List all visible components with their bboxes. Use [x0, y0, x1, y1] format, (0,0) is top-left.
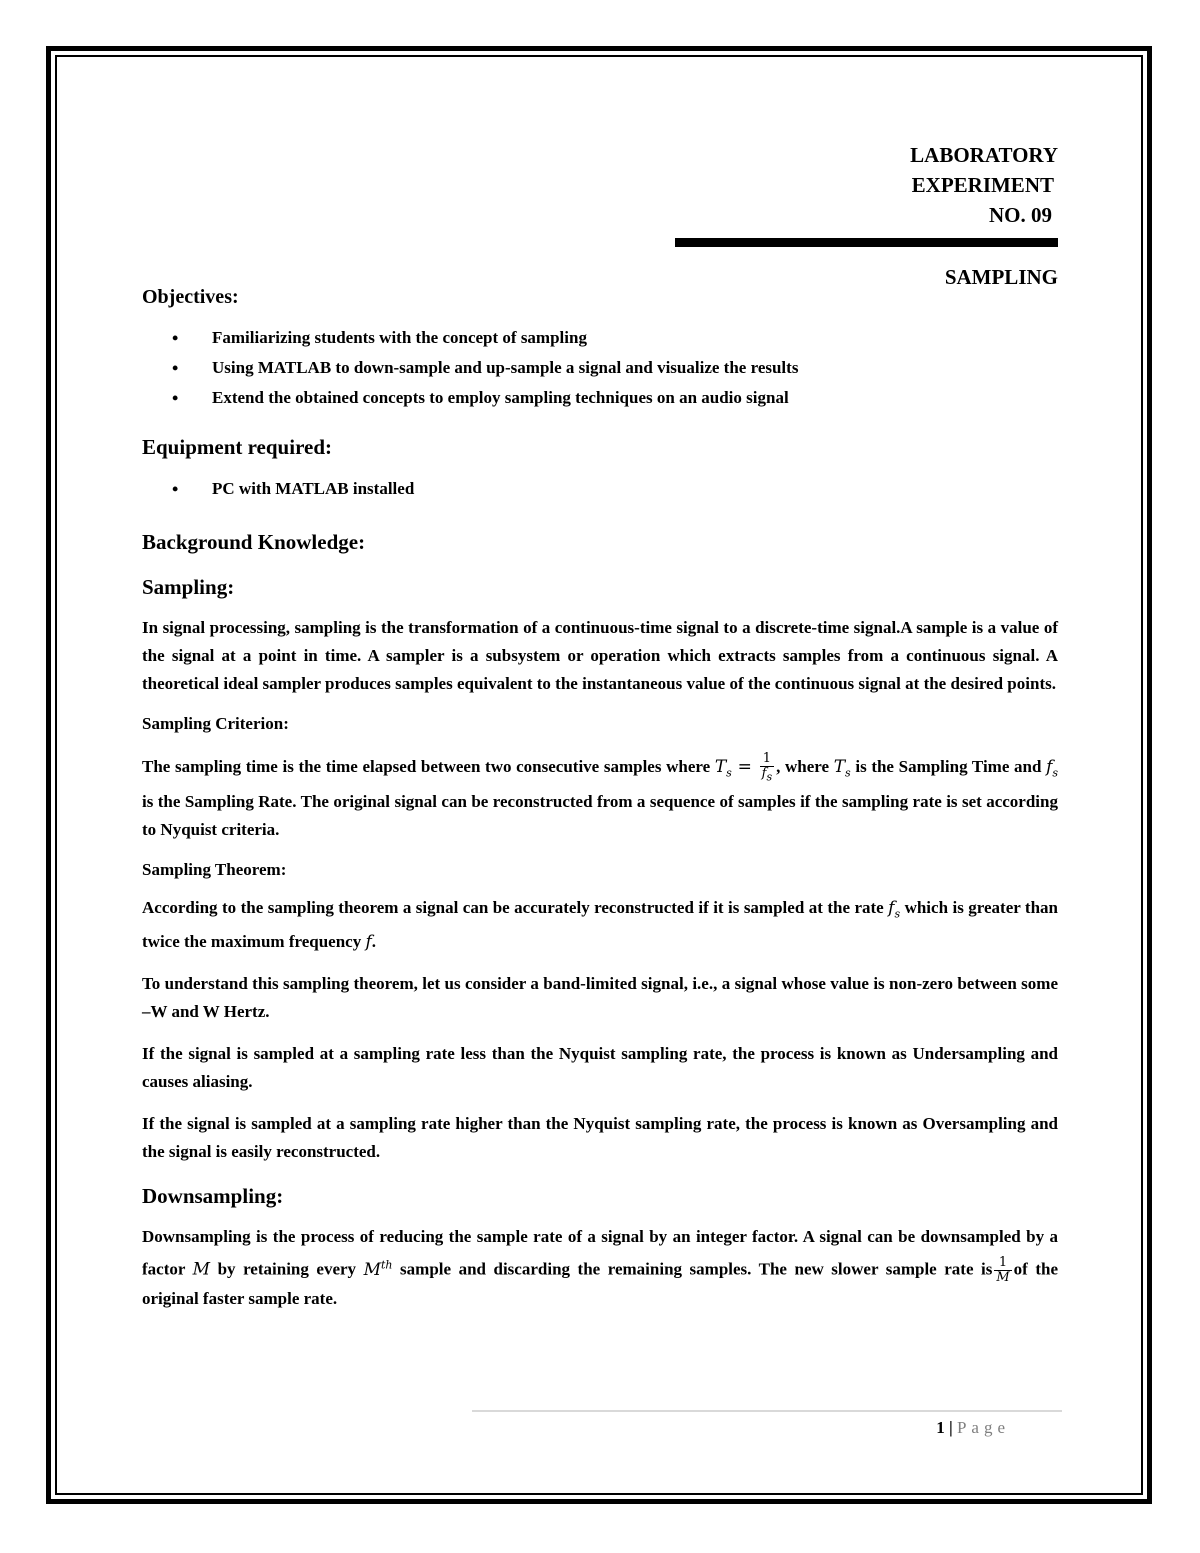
- page-number: 1: [936, 1418, 945, 1437]
- ts-formula: $T_s$ =: [714, 757, 758, 780]
- page-label: Page: [956, 1418, 1010, 1437]
- theorem-paragraph-1: According to the sampling theorem a signal can be accurately reconstructed if it is sampled at the rate $f_s$ which is greater than twice the maximum frequency f.: [142, 897, 1059, 952]
- header-line-2: EXPERIMENT: [911, 173, 1054, 197]
- equipment-item: • PC with MATLAB installed: [142, 474, 1058, 504]
- theorem-text-1a: According to the sampling theorem a signal can be accurately reconstructed if it is sampled at the rate: [142, 897, 884, 917]
- criterion-heading: Sampling Criterion:: [142, 714, 289, 733]
- theorem-paragraph-3: If the signal is sampled at a sampling rate less than the Nyquist sampling rate, the process is known as Undersampling and causes aliasing.: [142, 1043, 1058, 1091]
- page-footer: [936, 1418, 1010, 1438]
- fraction-one-over-fs: $\frac{1}{f_s}$: [761, 751, 773, 784]
- header-line-3: NO. 09: [989, 203, 1052, 227]
- objectives-list: [142, 323, 1058, 413]
- downsampling-heading: Downsampling:: [142, 1183, 284, 1208]
- objective-item: • Using MATLAB to down-sample and up-sample a signal and visualize the results: [142, 353, 1058, 383]
- lab-header: [142, 140, 1058, 230]
- criterion-text-4: is the Sampling Rate. The original signal can be reconstructed from a sequence of samples if the sampling rate is set according to Nyquist criteria.: [142, 791, 1058, 839]
- theorem-heading: Sampling Theorem:: [142, 859, 287, 879]
- criterion-text-3: is the Sampling Time and: [855, 757, 1042, 777]
- downsampling-text-1: Downsampling is the process of reducing the sample rate of a signal by an integer factor. A signal can be downsampled by a factor: [142, 1226, 1058, 1279]
- downsampling-text-4: of the original faster sample rate.: [142, 1259, 1059, 1309]
- downsampling-text-2: by retaining every: [217, 1259, 357, 1279]
- footer-divider: [472, 1410, 1062, 1412]
- background-heading: Background Knowledge:: [142, 530, 366, 554]
- mth-symbol: Mth: [363, 1257, 393, 1280]
- theorem-text-1b: which is greater than twice the maximum frequency: [142, 897, 1059, 951]
- footer-separator: |: [948, 1418, 953, 1437]
- equipment-heading: Equipment required:: [142, 435, 333, 459]
- downsampling-text-3: sample and discarding the remaining samples. The new slower sample rate is: [400, 1259, 993, 1279]
- sampling-paragraph: In signal processing, sampling is the transformation of a continuous-time signal to a discrete-time signal.A sample is a value of the signal at a point in time. A sampler is a subsystem or operation which extracts samples from a continuous signal. A theoretical ideal sampler produces samples equivalent to the instantaneous value of the continuous signal at the desired points.: [142, 618, 1058, 693]
- criterion-paragraph: [142, 752, 1058, 844]
- fraction-one-over-m: $\frac{1}{M}$: [996, 1255, 1010, 1286]
- header-line-1: LABORATORY: [910, 143, 1058, 167]
- equipment-list: [142, 474, 1058, 504]
- fs-symbol: $f_s$: [1046, 757, 1059, 780]
- objective-item: • Familiarizing students with the concept of sampling: [142, 323, 1058, 353]
- header-divider: [675, 238, 1058, 247]
- m-symbol: M: [192, 1259, 211, 1280]
- criterion-text-2: , where: [776, 757, 830, 777]
- f-symbol: f: [365, 931, 372, 952]
- theorem-paragraph-2: To understand this sampling theorem, let us consider a band-limited signal, i.e., a signal whose value is non-zero between some –W and W Hertz.: [142, 973, 1058, 1021]
- fs-symbol: $f_s$: [888, 897, 901, 920]
- theorem-paragraph-4: If the signal is sampled at a sampling rate higher than the Nyquist sampling rate, the process is known as Oversampling and the signal is easily reconstructed.: [142, 1113, 1058, 1161]
- ts-symbol: $T_s$: [833, 757, 851, 780]
- experiment-title: SAMPLING: [944, 265, 1058, 289]
- criterion-text-1: The sampling time is the time elapsed between two consecutive samples where: [142, 757, 711, 777]
- objective-item: • Extend the obtained concepts to employ sampling techniques on an audio signal: [142, 383, 1058, 413]
- page-content: [142, 140, 1058, 1313]
- sampling-heading: Sampling:: [142, 575, 235, 599]
- objectives-heading: Objectives:: [142, 286, 239, 308]
- downsampling-paragraph: [142, 1223, 1058, 1313]
